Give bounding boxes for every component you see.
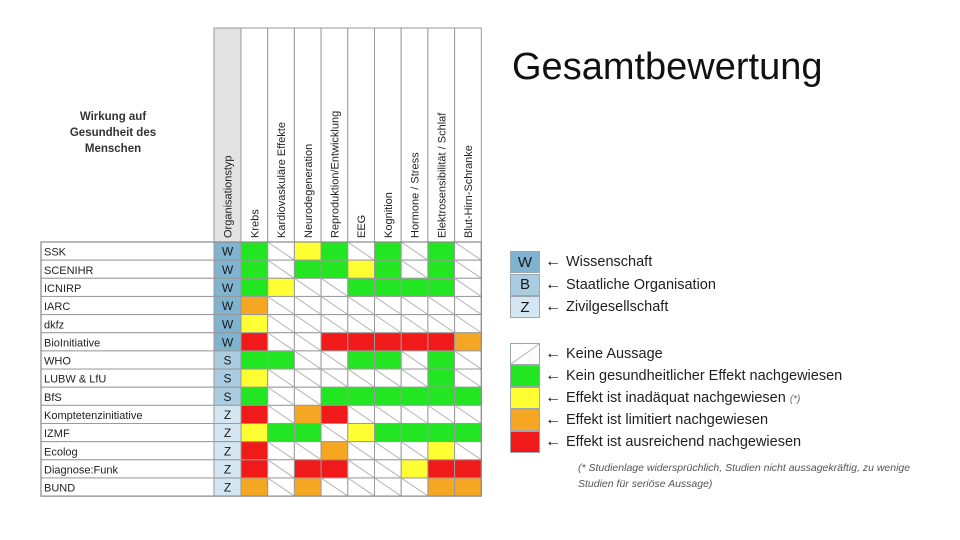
rating-cell [375, 387, 402, 405]
rating-cell [321, 333, 348, 351]
rating-cell [241, 405, 268, 423]
org-name-cell [41, 242, 214, 260]
corner-label: Menschen [84, 143, 142, 155]
org-type: S [223, 353, 232, 368]
rating-cell [428, 260, 455, 278]
rating-cell [321, 460, 348, 478]
rating-cell [294, 405, 321, 423]
org-type: W [221, 244, 234, 259]
legend-type-row [510, 274, 716, 296]
org-name: Ecolog [44, 446, 78, 459]
column-label: Reproduktion/Entwicklung [329, 110, 342, 238]
arrow-left-icon: ← [545, 298, 561, 315]
column-label: EEG [356, 214, 369, 238]
org-name: LUBW & LfU [44, 373, 107, 386]
rating-cell [401, 460, 428, 478]
rating-cell [455, 333, 482, 351]
column-label: Elektrosensibilität / Schlaf [436, 112, 449, 238]
rating-cell [294, 260, 321, 278]
rating-cell [321, 405, 348, 423]
rating-cell [321, 242, 348, 260]
rating-cell [241, 296, 268, 314]
org-name: BioInitiative [44, 337, 101, 350]
legend-swatch [510, 387, 540, 409]
rating-cell [348, 351, 375, 369]
rating-cell [348, 333, 375, 351]
rating-cell [428, 442, 455, 460]
org-type: W [221, 317, 234, 332]
org-name: ICNIRP [44, 282, 82, 295]
rating-cell [268, 424, 295, 442]
legend-footnote-marker: (*) [789, 394, 801, 405]
rating-cell [348, 278, 375, 296]
rating-cell [455, 478, 482, 496]
rating-cell [321, 260, 348, 278]
corner-label: Wirkung auf [79, 111, 147, 123]
rating-cell [455, 460, 482, 478]
arrow-left-icon: ← [545, 275, 561, 293]
rating-cell [401, 333, 428, 351]
legend-swatch: Z [510, 296, 540, 318]
org-type: S [223, 389, 232, 404]
org-name-cell [41, 387, 214, 405]
rating-cell [428, 424, 455, 442]
legend-label: Staatliche Organisation [566, 276, 716, 293]
slide-title: Gesamtbewertung [512, 46, 823, 88]
rating-cell [375, 278, 402, 296]
rating-cell [294, 478, 321, 496]
arrow-left-icon: ← [545, 411, 561, 428]
legend-swatch: W [510, 251, 540, 273]
arrow-left-icon: ← [545, 367, 561, 384]
org-type: W [221, 280, 234, 295]
rating-cell [428, 333, 455, 351]
column-header-cell [348, 28, 375, 242]
org-type: Z [223, 480, 232, 495]
legend-swatch [510, 409, 540, 431]
org-name: dkfz [44, 319, 65, 332]
legend-swatch [510, 365, 540, 387]
legend-label: Effekt ist ausreichend nachgewiesen [566, 434, 802, 450]
org-type: S [223, 371, 232, 386]
rating-cell [294, 242, 321, 260]
org-type: Z [223, 408, 232, 422]
column-label: Blut-Hirn-Schranke [462, 145, 475, 238]
rating-cell [428, 478, 455, 496]
rating-cell [428, 387, 455, 405]
legend-label: Keine Aussage [566, 346, 663, 362]
legend-swatch: B [510, 274, 540, 296]
org-name: IZMF [44, 428, 70, 441]
legend-type-row [510, 251, 652, 273]
rating-cell [241, 369, 268, 387]
column-label: Neurodegeneration [302, 143, 315, 238]
org-name: SCENIHR [44, 264, 94, 277]
rating-cell [375, 242, 402, 260]
legend-label: Effekt ist inadäquat nachgewiesen (*) [566, 390, 801, 406]
rating-cell [455, 424, 482, 442]
org-name: BfS [44, 391, 62, 404]
rating-cell [241, 442, 268, 460]
arrow-left-icon: ← [545, 389, 561, 406]
legend-effect-row [510, 409, 768, 431]
rating-cell [241, 260, 268, 278]
legend-effect-row [510, 343, 663, 365]
rating-cell [428, 351, 455, 369]
rating-cell [241, 424, 268, 442]
rating-cell [321, 442, 348, 460]
rating-cell [241, 387, 268, 405]
type-column-label: Organisationstyp [222, 155, 235, 238]
arrow-left-icon: ← [545, 253, 561, 270]
legend-effect-row [510, 387, 800, 409]
rating-cell [428, 369, 455, 387]
org-name: Diagnose:Funk [44, 464, 118, 477]
rating-cell [375, 424, 402, 442]
arrow-left-icon: ← [545, 433, 561, 450]
legend-label: Kein gesundheitlicher Effekt nachgewiesen [566, 368, 843, 384]
rating-cell [375, 260, 402, 278]
rating-cell [428, 278, 455, 296]
rating-cell [241, 278, 268, 296]
org-name: BUND [44, 482, 76, 495]
rating-cell [455, 387, 482, 405]
org-type: W [221, 299, 234, 314]
org-name: Komptetenzinitiative [44, 410, 143, 422]
legend-effect-row [510, 431, 801, 453]
rating-cell [241, 351, 268, 369]
org-type: Z [223, 426, 232, 441]
arrow-left-icon: ← [545, 345, 561, 362]
rating-cell [241, 460, 268, 478]
rating-cell [348, 387, 375, 405]
rating-cell [241, 478, 268, 496]
rating-cell [321, 387, 348, 405]
rating-cell [401, 278, 428, 296]
legend-type-row [510, 296, 668, 318]
org-type: W [221, 262, 234, 277]
rating-cell [268, 278, 295, 296]
rating-cell [241, 315, 268, 333]
legend-label: Effekt ist limitiert nachgewiesen [566, 412, 769, 428]
legend-effect-row [510, 365, 842, 387]
rating-cell [241, 242, 268, 260]
legend-label: Wissenschaft [566, 254, 653, 270]
org-type: W [221, 335, 234, 350]
org-name: IARC [44, 301, 71, 314]
rating-cell [294, 460, 321, 478]
corner-label: Gesundheit des [69, 127, 157, 139]
org-type: Z [223, 444, 232, 459]
org-name: SSK [44, 246, 67, 259]
rating-cell [268, 351, 295, 369]
column-label: Kardiovaskuläre Effekte [276, 122, 289, 238]
rating-cell [348, 260, 375, 278]
column-label: Hormone / Stress [409, 152, 422, 238]
column-label: Kognition [382, 192, 395, 238]
rating-cell [375, 333, 402, 351]
rating-cell [401, 424, 428, 442]
rating-cell [428, 242, 455, 260]
rating-cell [294, 424, 321, 442]
column-label: Krebs [249, 209, 262, 238]
org-type: Z [223, 462, 232, 477]
legend-label: Zivilgesellschaft [566, 299, 669, 315]
rating-cell [401, 387, 428, 405]
rating-cell [428, 460, 455, 478]
rating-cell [241, 333, 268, 351]
rating-cell [348, 424, 375, 442]
org-name: WHO [44, 355, 71, 368]
legend-swatch [510, 343, 540, 365]
org-name-cell [41, 315, 214, 333]
rating-cell [375, 351, 402, 369]
legend-footnote: (* Studienlage widersprüchlich, Studien nicht aussagekräftig, zu wenige Studien für seriöse Aussage) [578, 462, 911, 490]
legend-swatch [510, 431, 540, 453]
